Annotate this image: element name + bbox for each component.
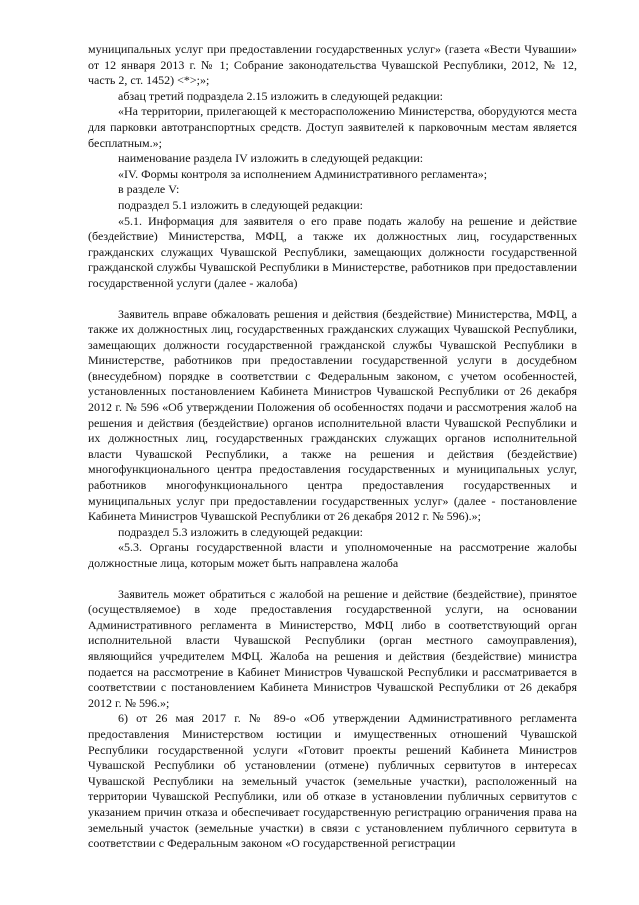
paragraph: муниципальных услуг при предоставлении государственных услуг» (газета «Вести Чувашии» от 12 января 2013 г. № 1; Собрание законодательства Чувашской Республики, 2012, № 12, часть 2, ст. 1452) <*>;»; <box>88 42 577 88</box>
paragraph: подраздел 5.3 изложить в следующей редакции: <box>118 524 363 539</box>
paragraph: «На территории, прилегающей к месторасположению Министерства, оборудуются места для парковки автотранспортных средств. Доступ заявителей к парковочным местам является бесплатным.»; <box>88 104 577 150</box>
paragraph: наименование раздела IV изложить в следующей редакции: <box>118 151 424 166</box>
paragraph: «IV. Формы контроля за исполнением Административного регламента»; <box>118 166 488 181</box>
subsection-heading: «5.1. Информация для заявителя о его праве подать жалобу на решение и действие (бездействие) Министерства, МФЦ, а также их должностных лиц, государственных гражданских служащих Чувашской Республики, замещающих должности государственной гражданской службы Чувашской Республики в Министерстве, работников при предоставлении государственной услуги (далее - жалоба) <box>88 213 577 290</box>
paragraph: в разделе V: <box>118 182 180 197</box>
document-page <box>88 42 577 852</box>
subsection-heading: «5.3. Органы государственной власти и уполномоченные на рассмотрение жалобы должностные лица, которым может быть направлена жалоба <box>88 540 577 570</box>
paragraph: Заявитель может обратиться с жалобой на решение и действие (бездействие), принятое (осуществляемое) в ходе предоставления государственной услуги, на основании Административного регламента в Министерство, МФЦ либо в соответствующий орган исполнительной власти Чувашской Республики (орган местного самоуправления), являющийся учредителем МФЦ. Жалоба на решения и действия (бездействие) министра подается на рассмотрение в Кабинет Министров Чувашской Республики и рассматривается в соответствии с постановлением Кабинета Министров Чувашской Республики от 26 декабря 2012 г. № 596.»; <box>88 586 577 710</box>
paragraph: подраздел 5.1 изложить в следующей редакции: <box>118 197 363 212</box>
paragraph: 6) от 26 мая 2017 г. № 89-о «Об утверждении Административного регламента предоставления Министерством юстиции и имущественных отношений Чувашской Республики государственной услуги «Готовит проекты решений Кабинета Министров Чувашской Республики об установлении (отмене) публичных сервитутов в интересах Чувашской Республики на земельный участок (земельные участки), расположенный на территории Чувашской Республики, или об отказе в установлении публичных сервитутов с указанием причин отказа и обеспечивает государственную регистрацию ограничения права на земельный участок (земельные участки) в связи с установлением публичного сервитута в соответствии с Федеральным законом «О государственной регистрации <box>88 711 577 851</box>
paragraph: абзац третий подраздела 2.15 изложить в следующей редакции: <box>118 88 444 103</box>
paragraph: Заявитель вправе обжаловать решения и действия (бездействие) Министерства, МФЦ, а также их должностных лиц, государственных гражданских служащих Чувашской Республики, замещающих должности государственной гражданской службы Чувашской Республики в Министерстве, работников при предоставлении государственной услуги в досудебном (внесудебном) порядке в соответствии с Федеральным законом, с учетом особенностей, установленных постановлением Кабинета Министров Чувашской Республики от 26 декабря 2012 г. № 596 «Об утверждении Положения об особенностях подачи и рассмотрения жалоб на решения и действия (бездействие) органов исполнительной власти Чувашской Республики и их должностных лиц, государственных гражданских служащих органов исполнительной власти Чувашской Республики, а также на решения и действия (бездействие) многофункционального центра предоставления государственных и муниципальных услуг, работников многофункционального центра предоставления государственных и муниципальных услуг при предоставлении государственных услуг» (далее - постановление Кабинета Министров Чувашской Республики от 26 декабря 2012 г. № 596).»; <box>88 306 577 524</box>
